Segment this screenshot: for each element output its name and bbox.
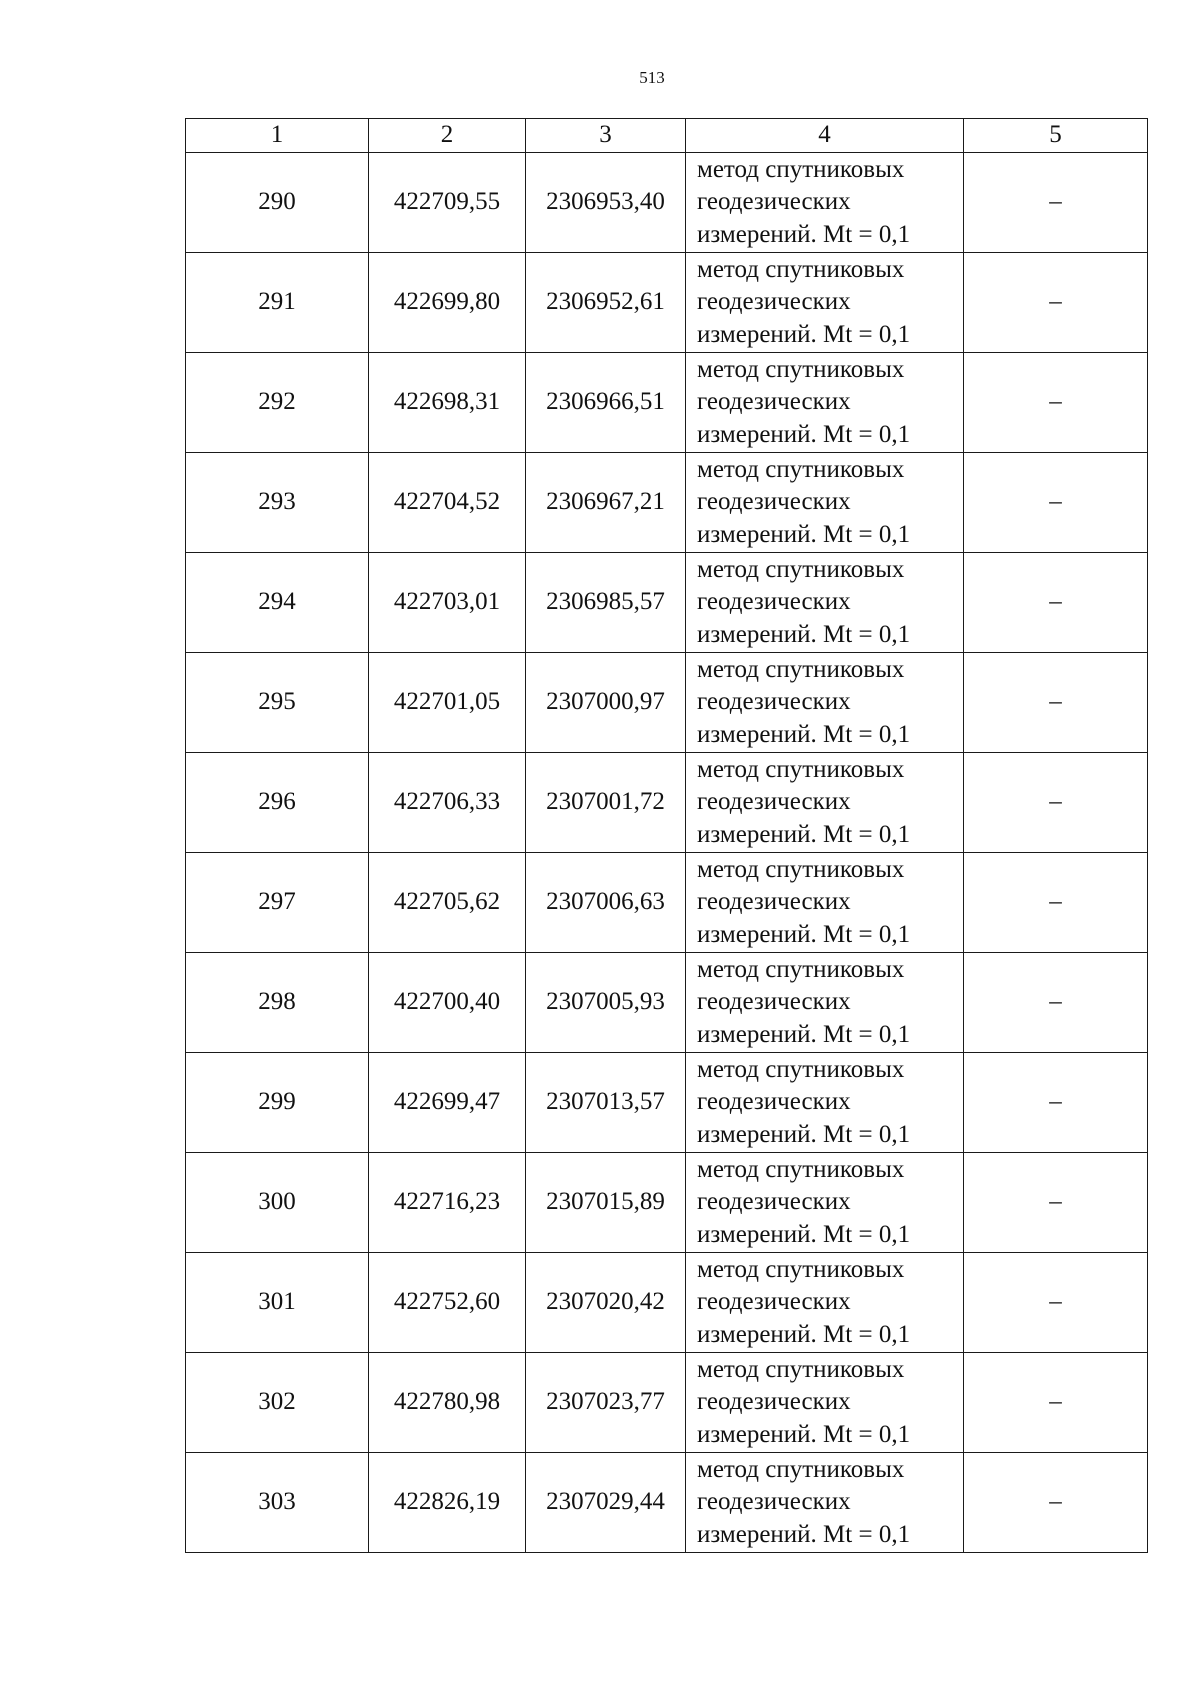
point-number-cell: 293 — [186, 453, 369, 553]
method-line: метод спутниковых — [697, 855, 905, 883]
note-cell: – — [964, 1053, 1148, 1153]
method-line: геодезических — [697, 1488, 851, 1516]
x-coordinate-cell: 422699,80 — [369, 253, 526, 353]
x-coordinate-cell: 422698,31 — [369, 353, 526, 453]
method-cell — [686, 653, 964, 753]
table-row — [186, 1153, 1148, 1253]
method-line: метод спутниковых — [697, 755, 905, 783]
note-cell: – — [964, 753, 1148, 853]
method-line: измерений. Mt = 0,1 — [697, 1120, 911, 1148]
method-line: метод спутниковых — [697, 1455, 905, 1483]
point-number-cell: 292 — [186, 353, 369, 453]
y-coordinate-cell: 2307001,72 — [526, 753, 686, 853]
method-cell — [686, 1153, 964, 1253]
method-line: геодезических — [697, 988, 851, 1016]
note-cell: – — [964, 1453, 1148, 1553]
table-row — [186, 1253, 1148, 1353]
method-line: геодезических — [697, 188, 851, 216]
method-cell — [686, 1353, 964, 1453]
x-coordinate-cell: 422780,98 — [369, 1353, 526, 1453]
y-coordinate-cell: 2307020,42 — [526, 1253, 686, 1353]
x-coordinate-cell: 422699,47 — [369, 1053, 526, 1153]
x-coordinate-cell: 422716,23 — [369, 1153, 526, 1253]
method-line: измерений. Mt = 0,1 — [697, 920, 911, 948]
y-coordinate-cell: 2307015,89 — [526, 1153, 686, 1253]
note-cell: – — [964, 953, 1148, 1053]
header-col-2: 2 — [369, 119, 526, 153]
method-cell — [686, 953, 964, 1053]
note-cell: – — [964, 1153, 1148, 1253]
header-row — [186, 119, 1148, 153]
coordinates-table — [185, 118, 1148, 1553]
point-number-cell: 299 — [186, 1053, 369, 1153]
method-line: геодезических — [697, 388, 851, 416]
header-col-1: 1 — [186, 119, 369, 153]
point-number-cell: 291 — [186, 253, 369, 353]
method-line: геодезических — [697, 488, 851, 516]
note-cell: – — [964, 853, 1148, 953]
table-row — [186, 353, 1148, 453]
method-line: измерений. Mt = 0,1 — [697, 1220, 911, 1248]
method-cell — [686, 1253, 964, 1353]
method-line: метод спутниковых — [697, 455, 905, 483]
method-cell — [686, 553, 964, 653]
point-number-cell: 296 — [186, 753, 369, 853]
method-line: метод спутниковых — [697, 1055, 905, 1083]
method-line: измерений. Mt = 0,1 — [697, 1420, 911, 1448]
method-line: метод спутниковых — [697, 355, 905, 383]
method-line: метод спутниковых — [697, 555, 905, 583]
method-line: измерений. Mt = 0,1 — [697, 220, 911, 248]
method-line: метод спутниковых — [697, 955, 905, 983]
x-coordinate-cell: 422706,33 — [369, 753, 526, 853]
table-row — [186, 253, 1148, 353]
method-line: измерений. Mt = 0,1 — [697, 420, 911, 448]
table-row — [186, 753, 1148, 853]
method-line: измерений. Mt = 0,1 — [697, 1520, 911, 1548]
y-coordinate-cell: 2306952,61 — [526, 253, 686, 353]
point-number-cell: 294 — [186, 553, 369, 653]
x-coordinate-cell: 422700,40 — [369, 953, 526, 1053]
y-coordinate-cell: 2306985,57 — [526, 553, 686, 653]
method-line: метод спутниковых — [697, 655, 905, 683]
point-number-cell: 303 — [186, 1453, 369, 1553]
table-row — [186, 1053, 1148, 1153]
x-coordinate-cell: 422703,01 — [369, 553, 526, 653]
method-line: метод спутниковых — [697, 1155, 905, 1183]
x-coordinate-cell: 422704,52 — [369, 453, 526, 553]
method-cell — [686, 253, 964, 353]
method-line: измерений. Mt = 0,1 — [697, 320, 911, 348]
method-line: геодезических — [697, 1388, 851, 1416]
method-line: измерений. Mt = 0,1 — [697, 1020, 911, 1048]
method-line: измерений. Mt = 0,1 — [697, 620, 911, 648]
table-row — [186, 1453, 1148, 1553]
method-cell — [686, 453, 964, 553]
table-row — [186, 153, 1148, 253]
y-coordinate-cell: 2307013,57 — [526, 1053, 686, 1153]
point-number-cell: 297 — [186, 853, 369, 953]
method-line: метод спутниковых — [697, 1355, 905, 1383]
point-number-cell: 298 — [186, 953, 369, 1053]
point-number-cell: 301 — [186, 1253, 369, 1353]
method-line: геодезических — [697, 1288, 851, 1316]
method-line: геодезических — [697, 888, 851, 916]
note-cell: – — [964, 653, 1148, 753]
y-coordinate-cell: 2307000,97 — [526, 653, 686, 753]
table-row — [186, 953, 1148, 1053]
method-cell — [686, 753, 964, 853]
y-coordinate-cell: 2306967,21 — [526, 453, 686, 553]
x-coordinate-cell: 422826,19 — [369, 1453, 526, 1553]
method-line: измерений. Mt = 0,1 — [697, 520, 911, 548]
method-line: измерений. Mt = 0,1 — [697, 820, 911, 848]
method-line: измерений. Mt = 0,1 — [697, 1320, 911, 1348]
method-line: геодезических — [697, 588, 851, 616]
table-row — [186, 453, 1148, 553]
method-line: геодезических — [697, 288, 851, 316]
note-cell: – — [964, 353, 1148, 453]
point-number-cell: 290 — [186, 153, 369, 253]
note-cell: – — [964, 1353, 1148, 1453]
point-number-cell: 295 — [186, 653, 369, 753]
method-cell — [686, 153, 964, 253]
table-body — [186, 153, 1148, 1553]
page-number: 513 — [639, 68, 665, 87]
method-line: измерений. Mt = 0,1 — [697, 720, 911, 748]
point-number-cell: 300 — [186, 1153, 369, 1253]
header-col-4: 4 — [686, 119, 964, 153]
method-line: геодезических — [697, 1188, 851, 1216]
y-coordinate-cell: 2307029,44 — [526, 1453, 686, 1553]
note-cell: – — [964, 1253, 1148, 1353]
x-coordinate-cell: 422705,62 — [369, 853, 526, 953]
y-coordinate-cell: 2306953,40 — [526, 153, 686, 253]
header-col-5: 5 — [964, 119, 1148, 153]
method-line: геодезических — [697, 688, 851, 716]
note-cell: – — [964, 153, 1148, 253]
method-cell — [686, 1053, 964, 1153]
method-line: метод спутниковых — [697, 255, 905, 283]
y-coordinate-cell: 2307023,77 — [526, 1353, 686, 1453]
table-row — [186, 653, 1148, 753]
method-line: метод спутниковых — [697, 155, 905, 183]
x-coordinate-cell: 422709,55 — [369, 153, 526, 253]
y-coordinate-cell: 2306966,51 — [526, 353, 686, 453]
note-cell: – — [964, 553, 1148, 653]
method-cell — [686, 1453, 964, 1553]
note-cell: – — [964, 253, 1148, 353]
x-coordinate-cell: 422701,05 — [369, 653, 526, 753]
table-row — [186, 553, 1148, 653]
method-line: геодезических — [697, 1088, 851, 1116]
y-coordinate-cell: 2307006,63 — [526, 853, 686, 953]
table-row — [186, 853, 1148, 953]
x-coordinate-cell: 422752,60 — [369, 1253, 526, 1353]
point-number-cell: 302 — [186, 1353, 369, 1453]
method-line: геодезических — [697, 788, 851, 816]
note-cell: – — [964, 453, 1148, 553]
y-coordinate-cell: 2307005,93 — [526, 953, 686, 1053]
header-col-3: 3 — [526, 119, 686, 153]
table-row — [186, 1353, 1148, 1453]
method-line: метод спутниковых — [697, 1255, 905, 1283]
method-cell — [686, 353, 964, 453]
method-cell — [686, 853, 964, 953]
